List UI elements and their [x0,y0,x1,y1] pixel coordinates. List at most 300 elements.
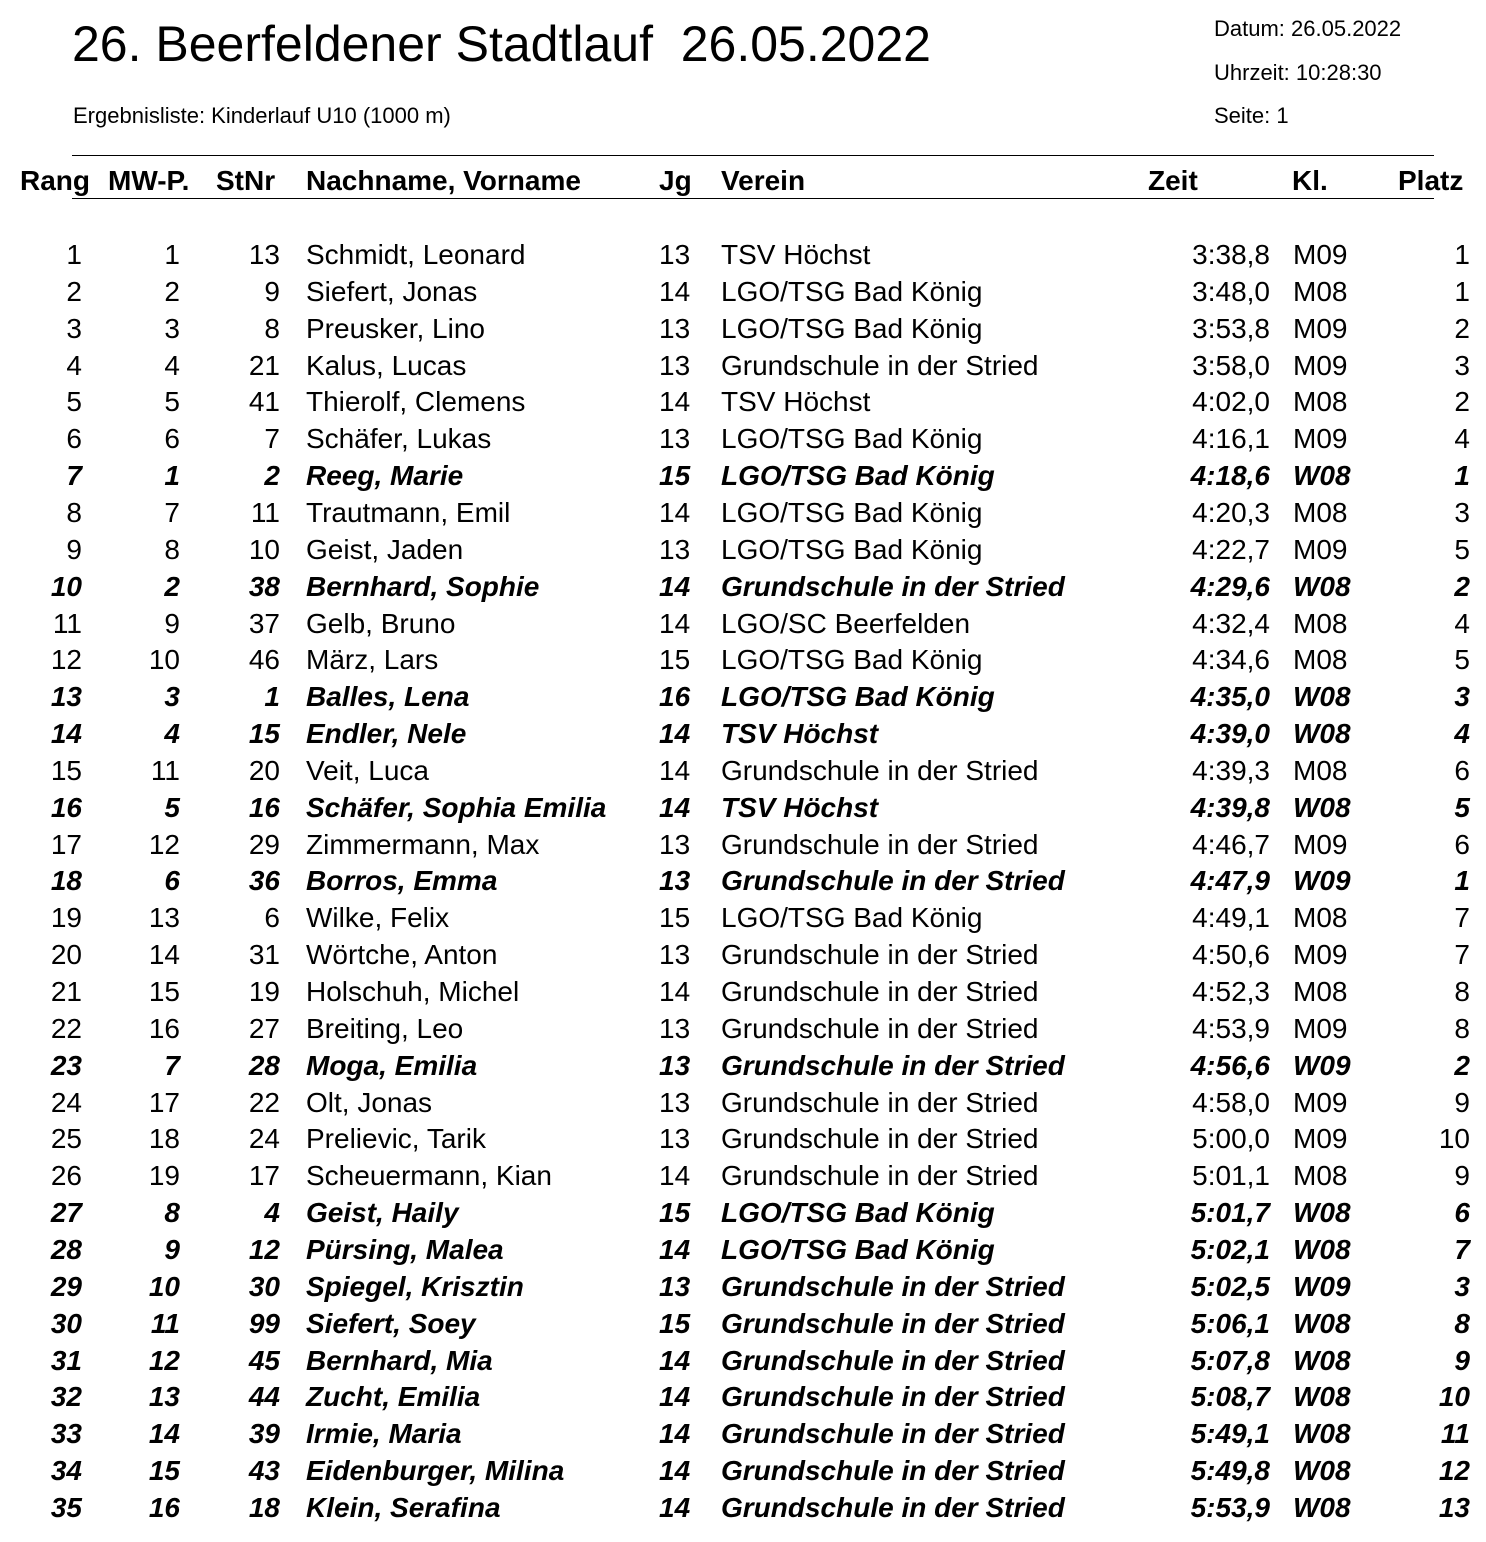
cell-mwp: 14 [148,1418,180,1450]
cell-verein: Grundschule in der Stried [721,1491,1065,1523]
cell-stnr: 28 [248,1049,280,1081]
cell-stnr: 37 [248,607,280,639]
cell-jg: 14 [659,718,691,750]
cell-stnr: 38 [248,570,280,602]
cell-mwp: 8 [164,533,180,565]
cell-mwp: 2 [164,275,180,307]
cell-stnr: 20 [248,754,280,786]
cell-name: Preusker, Lino [306,312,485,344]
cell-verein: Grundschule in der Stried [721,1012,1039,1044]
cell-verein: Grundschule in der Stried [721,828,1039,860]
cell-kl: W08 [1293,1233,1351,1265]
table-row [0,606,1486,643]
cell-kl: W09 [1293,865,1351,897]
cell-platz: 11 [1440,1418,1470,1450]
cell-rang: 26 [50,1160,82,1192]
cell-zeit: 3:53,8 [1192,312,1270,344]
cell-name: Schmidt, Leonard [306,239,526,270]
cell-stnr: 18 [248,1491,280,1523]
cell-platz: 3 [1454,496,1470,528]
table-row [0,237,1486,274]
cell-jg: 13 [659,939,691,971]
cell-stnr: 13 [248,239,280,270]
cell-verein: LGO/TSG Bad König [721,902,983,934]
cell-platz: 8 [1454,976,1470,1007]
table-row [0,1158,1486,1195]
cell-verein: TSV Höchst [721,239,871,270]
cell-rang: 31 [50,1344,82,1376]
cell-platz: 8 [1454,1307,1470,1339]
cell-platz: 2 [1454,386,1470,418]
cell-name: Wilke, Felix [306,902,450,934]
cell-jg: 13 [659,423,691,455]
cell-rang: 32 [50,1381,82,1413]
cell-zeit: 4:39,8 [1190,791,1270,823]
cell-name: Balles, Lena [306,681,470,713]
cell-platz: 4 [1454,607,1470,639]
cell-jg: 14 [659,386,691,418]
cell-rang: 17 [50,828,82,860]
cell-jg: 13 [659,828,691,860]
cell-kl: M08 [1293,902,1348,934]
cell-zeit: 5:01,1 [1192,1160,1270,1192]
cell-rang: 18 [50,865,82,897]
cell-zeit: 4:47,9 [1190,865,1270,897]
cell-stnr: 41 [248,386,280,418]
cell-kl: W08 [1293,570,1351,602]
cell-rang: 12 [50,644,82,676]
cell-mwp: 7 [164,1049,180,1081]
table-row [0,827,1486,864]
cell-jg: 14 [659,754,691,786]
cell-rang: 13 [50,681,82,713]
cell-name: Schäfer, Lukas [306,423,492,455]
cell-jg: 13 [659,865,691,897]
cell-kl: M08 [1293,607,1348,639]
cell-kl: W08 [1293,1491,1351,1523]
cell-kl: M08 [1293,976,1348,1007]
cell-verein: LGO/TSG Bad König [721,275,983,307]
cell-platz: 4 [1454,423,1470,455]
cell-mwp: 19 [148,1160,180,1192]
page-title: 26. Beerfeldener Stadtlauf 26.05.2022 [72,16,931,72]
cell-rang: 4 [66,349,82,381]
table-row [0,937,1486,974]
cell-zeit: 3:48,0 [1192,275,1270,307]
cell-mwp: 9 [164,1233,180,1265]
cell-zeit: 4:29,6 [1190,570,1270,602]
cell-rang: 27 [50,1197,82,1229]
cell-jg: 14 [659,496,691,528]
cell-rang: 3 [66,312,82,344]
cell-zeit: 4:20,3 [1192,496,1270,528]
cell-zeit: 4:49,1 [1192,902,1270,934]
cell-rang: 5 [66,386,82,418]
cell-rang: 9 [66,533,82,565]
cell-verein: TSV Höchst [721,718,879,750]
cell-mwp: 5 [164,386,180,418]
cell-rang: 28 [50,1233,82,1265]
cell-zeit: 5:01,7 [1190,1197,1270,1229]
cell-zeit: 4:39,0 [1190,718,1270,750]
print-time: Uhrzeit: 10:28:30 [1214,60,1382,85]
cell-name: Endler, Nele [306,718,467,750]
cell-name: Zimmermann, Max [306,828,540,860]
cell-kl: M09 [1293,939,1348,971]
cell-name: Breiting, Leo [306,1012,464,1044]
cell-jg: 14 [659,275,691,307]
cell-stnr: 6 [264,902,280,934]
cell-kl: M09 [1293,349,1348,381]
cell-platz: 7 [1454,939,1470,971]
table-row [0,753,1486,790]
cell-jg: 13 [659,239,691,270]
cell-stnr: 21 [248,349,280,381]
cell-jg: 15 [659,1197,691,1229]
cell-stnr: 29 [248,828,280,860]
table-row [0,1011,1486,1048]
cell-kl: M09 [1293,1086,1348,1118]
cell-stnr: 11 [250,496,280,528]
cell-verein: LGO/TSG Bad König [721,644,983,676]
cell-name: Spiegel, Krisztin [306,1270,524,1302]
table-row [0,274,1486,311]
cell-rang: 14 [50,718,82,750]
table-row [0,1490,1486,1527]
cell-kl: W08 [1293,718,1351,750]
cell-mwp: 6 [164,865,180,897]
cell-zeit: 4:50,6 [1192,939,1270,971]
column-header-verein: Verein [721,165,806,196]
cell-jg: 16 [659,681,691,713]
cell-platz: 9 [1454,1160,1470,1192]
cell-jg: 15 [659,460,691,492]
cell-stnr: 99 [248,1307,280,1339]
cell-platz: 4 [1454,718,1470,750]
cell-name: Eidenburger, Milina [306,1455,565,1487]
cell-platz: 3 [1454,1270,1470,1302]
cell-mwp: 15 [148,976,180,1007]
cell-platz: 7 [1454,1233,1470,1265]
header-bottom-rule [72,198,1434,199]
cell-platz: 5 [1454,791,1470,823]
cell-verein: LGO/TSG Bad König [721,1233,995,1265]
cell-zeit: 4:53,9 [1192,1012,1270,1044]
cell-verein: LGO/TSG Bad König [721,312,983,344]
cell-jg: 13 [659,533,691,565]
cell-kl: W08 [1293,681,1351,713]
cell-zeit: 4:35,0 [1190,681,1270,713]
cell-stnr: 12 [248,1233,280,1265]
cell-rang: 7 [66,460,82,492]
cell-verein: TSV Höchst [721,791,879,823]
cell-name: Olt, Jonas [306,1086,433,1118]
cell-verein: Grundschule in der Stried [721,976,1039,1007]
cell-platz: 3 [1454,349,1470,381]
cell-verein: Grundschule in der Stried [721,1086,1039,1118]
cell-mwp: 8 [164,1197,180,1229]
cell-verein: Grundschule in der Stried [721,865,1065,897]
table-row [0,1195,1486,1232]
cell-mwp: 1 [164,460,180,492]
cell-kl: M08 [1293,496,1348,528]
cell-jg: 14 [659,607,691,639]
cell-jg: 14 [659,1418,691,1450]
cell-jg: 14 [659,1160,691,1192]
cell-verein: Grundschule in der Stried [721,939,1039,971]
cell-rang: 8 [66,496,82,528]
cell-zeit: 5:49,1 [1190,1418,1270,1450]
cell-name: Trautmann, Emil [306,496,511,528]
cell-verein: LGO/TSG Bad König [721,460,995,492]
table-row [0,1269,1486,1306]
cell-name: Prelievic, Tarik [306,1123,486,1155]
cell-platz: 10 [1438,1381,1470,1413]
cell-jg: 15 [659,644,691,676]
cell-zeit: 4:16,1 [1192,423,1270,455]
cell-jg: 13 [659,312,691,344]
cell-mwp: 11 [150,754,180,786]
cell-zeit: 4:52,3 [1192,976,1270,1007]
cell-name: Siefert, Soey [306,1307,476,1339]
cell-verein: Grundschule in der Stried [721,1307,1065,1339]
cell-platz: 6 [1454,828,1470,860]
cell-kl: M09 [1293,312,1348,344]
cell-platz: 13 [1438,1491,1470,1523]
cell-platz: 6 [1454,754,1470,786]
cell-platz: 1 [1454,865,1470,897]
cell-kl: M09 [1293,1123,1348,1155]
cell-platz: 6 [1454,1197,1470,1229]
cell-stnr: 17 [248,1160,280,1192]
cell-rang: 2 [66,275,82,307]
cell-zeit: 4:56,6 [1190,1049,1270,1081]
cell-verein: Grundschule in der Stried [721,754,1039,786]
table-row [0,532,1486,569]
cell-stnr: 44 [248,1381,280,1413]
cell-stnr: 39 [248,1418,280,1450]
cell-rang: 29 [50,1270,82,1302]
table-row [0,642,1486,679]
table-row [0,421,1486,458]
cell-platz: 2 [1454,312,1470,344]
cell-zeit: 5:00,0 [1192,1123,1270,1155]
table-row [0,863,1486,900]
cell-mwp: 7 [164,496,180,528]
column-header-stnr: StNr [216,165,276,196]
cell-stnr: 16 [248,791,280,823]
table-row [0,1379,1486,1416]
cell-rang: 19 [50,902,82,934]
cell-mwp: 9 [164,607,180,639]
cell-verein: Grundschule in der Stried [721,349,1039,381]
cell-rang: 33 [50,1418,82,1450]
cell-name: Reeg, Marie [306,460,464,492]
cell-kl: W08 [1293,1381,1351,1413]
cell-kl: M09 [1293,1012,1348,1044]
cell-rang: 30 [50,1307,82,1339]
cell-zeit: 4:39,3 [1192,754,1270,786]
cell-rang: 20 [50,939,82,971]
cell-zeit: 5:07,8 [1190,1344,1270,1376]
cell-platz: 7 [1454,902,1470,934]
cell-stnr: 19 [248,976,280,1007]
cell-mwp: 13 [148,1381,180,1413]
table-row [0,716,1486,753]
cell-name: Irmie, Maria [306,1418,462,1450]
table-row [0,495,1486,532]
cell-zeit: 4:02,0 [1192,386,1270,418]
cell-stnr: 8 [264,312,280,344]
cell-platz: 10 [1438,1123,1470,1155]
cell-jg: 14 [659,1491,691,1523]
cell-verein: Grundschule in der Stried [721,1381,1065,1413]
cell-name: Pürsing, Malea [306,1233,504,1265]
cell-verein: LGO/TSG Bad König [721,681,995,713]
cell-zeit: 5:49,8 [1190,1455,1270,1487]
cell-platz: 5 [1454,644,1470,676]
result-list-subtitle: Ergebnisliste: Kinderlauf U10 (1000 m) [73,103,451,128]
cell-kl: W08 [1293,1455,1351,1487]
cell-kl: W08 [1293,1344,1351,1376]
cell-verein: Grundschule in der Stried [721,1049,1065,1081]
cell-mwp: 15 [148,1455,180,1487]
cell-zeit: 4:18,6 [1190,460,1270,492]
cell-name: Kalus, Lucas [306,349,467,381]
cell-rang: 11 [52,607,82,639]
cell-name: Moga, Emilia [306,1049,478,1081]
cell-verein: Grundschule in der Stried [721,570,1065,602]
cell-jg: 13 [659,1123,691,1155]
column-header-rang: Rang [20,165,90,196]
cell-platz: 1 [1454,275,1470,307]
column-header-mwp: MW-P. [108,165,190,196]
table-row [0,1048,1486,1085]
cell-stnr: 36 [248,865,280,897]
cell-rang: 22 [50,1012,82,1044]
cell-kl: W08 [1293,1418,1351,1450]
cell-kl: M08 [1293,275,1348,307]
cell-zeit: 3:58,0 [1192,349,1270,381]
cell-mwp: 10 [148,644,180,676]
cell-name: Schäfer, Sophia Emilia [306,791,607,823]
column-header-name: Nachname, Vorname [306,165,581,196]
cell-rang: 15 [50,754,82,786]
cell-rang: 34 [50,1455,82,1487]
cell-platz: 5 [1454,533,1470,565]
cell-name: Klein, Serafina [306,1491,501,1523]
cell-mwp: 1 [164,239,180,270]
cell-name: Borros, Emma [306,865,498,897]
table-row [0,384,1486,421]
cell-platz: 2 [1454,1049,1470,1081]
cell-mwp: 3 [164,312,180,344]
cell-verein: TSV Höchst [721,386,871,418]
cell-stnr: 27 [248,1012,280,1044]
cell-kl: W08 [1293,1197,1351,1229]
cell-jg: 14 [659,570,691,602]
cell-stnr: 22 [248,1086,280,1118]
cell-kl: W09 [1293,1270,1351,1302]
cell-kl: W09 [1293,1049,1351,1081]
cell-rang: 6 [66,423,82,455]
cell-stnr: 9 [264,275,280,307]
cell-stnr: 31 [248,939,280,971]
cell-verein: Grundschule in der Stried [721,1418,1065,1450]
cell-mwp: 4 [164,718,180,750]
cell-kl: M09 [1293,423,1348,455]
cell-jg: 14 [659,1344,691,1376]
cell-stnr: 1 [264,681,280,713]
cell-mwp: 16 [148,1012,180,1044]
cell-kl: M09 [1293,828,1348,860]
table-row [0,900,1486,937]
cell-stnr: 46 [248,644,280,676]
cell-mwp: 13 [148,902,180,934]
table-row [0,458,1486,495]
cell-stnr: 4 [264,1197,280,1229]
cell-name: Thierolf, Clemens [306,386,526,418]
cell-kl: W08 [1293,791,1351,823]
cell-mwp: 4 [164,349,180,381]
cell-verein: Grundschule in der Stried [721,1123,1039,1155]
table-row [0,1453,1486,1490]
cell-zeit: 5:53,9 [1190,1491,1270,1523]
table-row [0,311,1486,348]
table-row [0,1416,1486,1453]
cell-zeit: 4:46,7 [1192,828,1270,860]
cell-mwp: 5 [164,791,180,823]
cell-mwp: 12 [148,1344,180,1376]
cell-kl: M08 [1293,1160,1348,1192]
table-row [0,569,1486,606]
cell-jg: 15 [659,902,691,934]
cell-name: Holschuh, Michel [306,976,520,1007]
cell-stnr: 24 [248,1123,280,1155]
cell-zeit: 5:08,7 [1190,1381,1270,1413]
table-row [0,1121,1486,1158]
cell-verein: Grundschule in der Stried [721,1270,1065,1302]
cell-mwp: 3 [164,681,180,713]
cell-mwp: 6 [164,423,180,455]
cell-stnr: 15 [248,718,280,750]
cell-kl: M09 [1293,533,1348,565]
cell-zeit: 4:32,4 [1192,607,1270,639]
table-row [0,1085,1486,1122]
cell-rang: 10 [50,570,82,602]
cell-mwp: 14 [148,939,180,971]
column-header-zeit: Zeit [1148,165,1198,196]
cell-verein: LGO/SC Beerfelden [721,607,971,639]
cell-kl: M09 [1293,239,1348,270]
cell-verein: Grundschule in der Stried [721,1455,1065,1487]
table-row [0,679,1486,716]
cell-zeit: 5:06,1 [1190,1307,1270,1339]
cell-platz: 9 [1454,1344,1470,1376]
cell-kl: W08 [1293,460,1351,492]
cell-zeit: 5:02,5 [1190,1270,1270,1302]
cell-kl: M08 [1293,386,1348,418]
cell-jg: 13 [659,1049,691,1081]
cell-name: Geist, Haily [306,1197,459,1229]
cell-name: Geist, Jaden [306,533,464,565]
cell-mwp: 2 [164,570,180,602]
cell-rang: 25 [50,1123,82,1155]
cell-zeit: 4:22,7 [1192,533,1270,565]
cell-platz: 1 [1454,460,1470,492]
cell-platz: 3 [1454,681,1470,713]
cell-kl: W08 [1293,1307,1351,1339]
